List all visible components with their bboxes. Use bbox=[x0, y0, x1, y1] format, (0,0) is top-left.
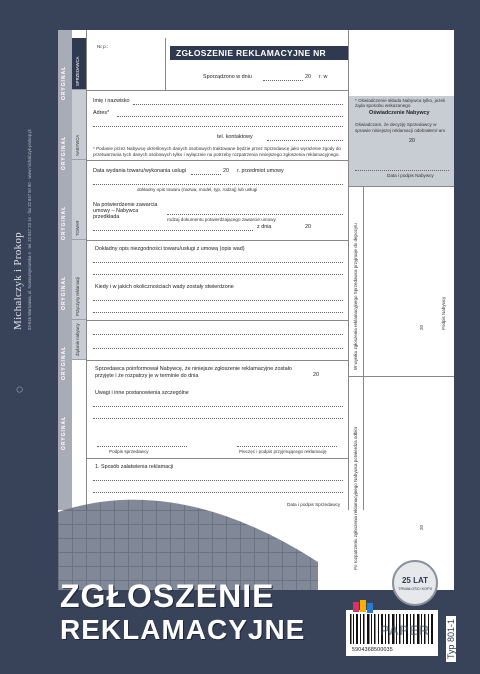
cover-title-line1: ZGŁOSZENIE bbox=[60, 578, 275, 614]
publisher-name: Michalczyk i Prokop bbox=[12, 232, 24, 330]
copy-label-5: ORYGINAŁ bbox=[61, 345, 67, 380]
seller-year: 20 bbox=[313, 372, 319, 378]
durability-stamp bbox=[392, 560, 438, 606]
buyer-statement-note: * Oświadczenie składa Nabywca tylko, jeżeli żąda sposobu wskazanego bbox=[355, 98, 446, 108]
cover-title-line2: REKLAMACYJNE bbox=[60, 614, 306, 645]
copy-label-1: ORYGINAŁ bbox=[61, 65, 67, 100]
form-main-area bbox=[86, 30, 348, 510]
barcode-number: 5904368500035 bbox=[352, 647, 393, 653]
buyer-statement-year: 20 bbox=[409, 138, 415, 144]
side-receipt-label: W wyniku zgłoszenia reklamacyjnego Sprzedawca przyjmuje do depozytu bbox=[353, 223, 358, 370]
copy-label-4: ORYGINAŁ bbox=[61, 275, 67, 310]
side-receipt-sign: Podpis Nabywcy bbox=[441, 296, 446, 330]
proof-year: 20 bbox=[305, 224, 311, 230]
copy-label-3: ORYGINAŁ bbox=[61, 205, 67, 240]
side-confirm-label: Po rozpatrzeniu zgłoszenia reklamacyjnego Nabywca potwierdza odbiór bbox=[353, 426, 358, 570]
form-sheet bbox=[58, 30, 454, 590]
issued-in-label: Sporządzono w dniu bbox=[203, 74, 252, 80]
buyer-name-label: Imię i nazwisko bbox=[93, 98, 130, 104]
form-title-bar: ZGŁOSZENIE REKLAMACYJNE NR bbox=[170, 46, 350, 60]
proof-label: Na potwierdzenie zawarcia umowy – Nabywca przedkłada bbox=[93, 202, 158, 220]
side-receipt-year: 20 bbox=[419, 324, 424, 330]
issued-year-suffix: r. w bbox=[319, 74, 328, 80]
stamp-sub-text: TRWAŁOŚCI KOPII bbox=[398, 587, 432, 591]
section-defect: Przyczyny reklamacji bbox=[72, 240, 86, 320]
type-code: Typ 801-1 bbox=[446, 616, 456, 662]
buyer-statement-title: Oświadczenie Nabywcy bbox=[369, 110, 430, 116]
purchase-date-label: Data wydania towaru/wykonania usługi bbox=[93, 168, 186, 174]
copy-label-2: ORYGINAŁ bbox=[61, 135, 67, 170]
header-prefix: Nr p.: bbox=[97, 44, 109, 49]
publisher-logo-icon: ◌ bbox=[16, 382, 24, 396]
proof-date-label: z dnia bbox=[257, 224, 272, 230]
cover-grid-decoration bbox=[58, 482, 318, 590]
section-seller: SPRZEDAWCA bbox=[72, 38, 86, 90]
copy-label-6: ORYGINAŁ bbox=[61, 415, 67, 450]
proof-hint: rodzaj dokumentu potwierdzającego zawarcie umowy bbox=[167, 217, 276, 222]
stamp-main-text: 25 LAT bbox=[401, 576, 429, 585]
watermark: PAPER bbox=[380, 622, 430, 638]
defect-when-label: Kiedy i w jakich okolicznościach wady zostały stwierdzone bbox=[95, 284, 234, 290]
sign-seller-stamp: Data i podpis Sprzedawcy bbox=[287, 502, 341, 507]
signature-buyer-date: Data i podpis Nabywcy bbox=[387, 173, 434, 178]
buyer-phone-label: tel. kontaktowy bbox=[217, 134, 253, 140]
side-confirm-year: 20 bbox=[419, 524, 424, 530]
buyer-statement-body: Oświadczam, że decyzję Sprzedawcy w sprawie niniejszej reklamacji odebrałem/-am bbox=[355, 122, 446, 133]
issued-year: 20 bbox=[305, 74, 311, 80]
seller-info: Sprzedawca poinformował Nabywcę, że niniejsze zgłoszenie reklamacyjne zostało przyjęte i że rozpatrzy je w terminie do dnia bbox=[95, 366, 292, 379]
consent-note: * Podanie przez Nabywcę określonych danych osobowych traktowane będzie przez Sprzedawcę jako wyrażenie zgody do przetwarzania tych danych osobowych tylko i wyłącznie na potrzeby rozpatrzenia niniejszego zgłoszenia reklamacyjnego. bbox=[93, 146, 341, 157]
right-column bbox=[348, 30, 454, 570]
resolution-label: 1. Sposób załatwienia reklamacji bbox=[95, 464, 174, 470]
product-hint: dokładny opis towaru (nazwa, model, typ, rodzaj) lub usługi bbox=[137, 187, 258, 192]
section-goods: TOWAR bbox=[72, 160, 86, 240]
sign-seller-label: Podpis sprzedawcy bbox=[109, 449, 149, 454]
purchase-year: 20 bbox=[223, 168, 229, 174]
defect-desc-label: Dokładny opis niezgodności towaru/usługi z umową (opis wad) bbox=[95, 246, 245, 252]
buyer-address-label: Adres* bbox=[93, 110, 110, 116]
section-demand: Żądanie nabywcy bbox=[72, 320, 86, 360]
sign-buyer-label: Pieczęć i podpis przyjmującego reklamację bbox=[239, 449, 327, 454]
publisher-address: 02-646 Warszawa, ul. Nowoursynowska 4 · tel. 22 847 23 14 · fax 22 847 50 80 · www.michalczyk-prokop.pl bbox=[27, 129, 32, 330]
section-buyer: NABYWCA bbox=[72, 90, 86, 160]
color-cube-logo-icon bbox=[353, 600, 375, 614]
purchase-contract-label: r. przedmiot umowy bbox=[237, 168, 284, 174]
remarks-label: Uwagi i inne postanowienia szczególne bbox=[95, 390, 189, 396]
